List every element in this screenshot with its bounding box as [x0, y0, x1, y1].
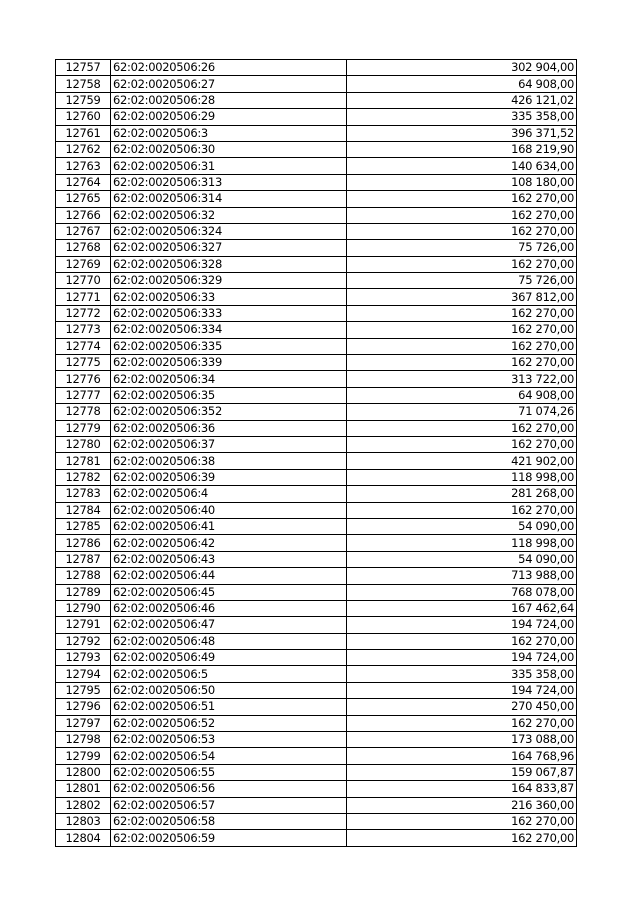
row-number-cell: 12793	[56, 650, 111, 666]
row-number-cell: 12804	[56, 830, 111, 846]
table-row	[56, 289, 577, 305]
cadastral-value-cell: 270 450,00	[347, 699, 577, 715]
row-number-cell: 12761	[56, 125, 111, 141]
row-number-cell: 12799	[56, 748, 111, 764]
table-row	[56, 535, 577, 551]
cadastral-value-cell: 335 358,00	[347, 666, 577, 682]
row-number-cell: 12798	[56, 732, 111, 748]
cadastral-number-cell: 62:02:0020506:314	[111, 191, 347, 207]
row-number-cell: 12781	[56, 453, 111, 469]
cadastral-value-table	[55, 59, 577, 847]
cadastral-value-cell: 162 270,00	[347, 256, 577, 272]
cadastral-number-cell: 62:02:0020506:53	[111, 732, 347, 748]
row-number-cell: 12792	[56, 633, 111, 649]
cadastral-value-cell: 140 634,00	[347, 158, 577, 174]
cadastral-number-cell: 62:02:0020506:39	[111, 469, 347, 485]
row-number-cell: 12763	[56, 158, 111, 174]
table-row	[56, 568, 577, 584]
table-row	[56, 158, 577, 174]
cadastral-number-cell: 62:02:0020506:3	[111, 125, 347, 141]
cadastral-value-cell: 713 988,00	[347, 568, 577, 584]
row-number-cell: 12797	[56, 715, 111, 731]
cadastral-value-cell: 194 724,00	[347, 650, 577, 666]
cadastral-number-cell: 62:02:0020506:28	[111, 92, 347, 108]
cadastral-number-cell: 62:02:0020506:333	[111, 305, 347, 321]
table-row	[56, 469, 577, 485]
cadastral-value-cell: 168 219,90	[347, 141, 577, 157]
table-row	[56, 764, 577, 780]
table-row	[56, 404, 577, 420]
cadastral-number-cell: 62:02:0020506:34	[111, 371, 347, 387]
cadastral-number-cell: 62:02:0020506:328	[111, 256, 347, 272]
cadastral-number-cell: 62:02:0020506:56	[111, 781, 347, 797]
cadastral-value-cell: 162 270,00	[347, 322, 577, 338]
cadastral-value-cell: 71 074,26	[347, 404, 577, 420]
cadastral-value-cell: 194 724,00	[347, 617, 577, 633]
table-row	[56, 551, 577, 567]
row-number-cell: 12769	[56, 256, 111, 272]
cadastral-value-cell: 313 722,00	[347, 371, 577, 387]
cadastral-number-cell: 62:02:0020506:31	[111, 158, 347, 174]
table-row	[56, 436, 577, 452]
table-row	[56, 76, 577, 92]
row-number-cell: 12786	[56, 535, 111, 551]
cadastral-number-cell: 62:02:0020506:45	[111, 584, 347, 600]
table-row	[56, 322, 577, 338]
cadastral-number-cell: 62:02:0020506:48	[111, 633, 347, 649]
row-number-cell: 12802	[56, 797, 111, 813]
cadastral-number-cell: 62:02:0020506:54	[111, 748, 347, 764]
row-number-cell: 12800	[56, 764, 111, 780]
cadastral-value-cell: 162 270,00	[347, 191, 577, 207]
cadastral-value-cell: 108 180,00	[347, 174, 577, 190]
row-number-cell: 12770	[56, 273, 111, 289]
table-row	[56, 305, 577, 321]
cadastral-value-cell: 162 270,00	[347, 355, 577, 371]
table-row	[56, 453, 577, 469]
row-number-cell: 12790	[56, 600, 111, 616]
table-row	[56, 813, 577, 829]
row-number-cell: 12768	[56, 240, 111, 256]
cadastral-value-cell: 162 270,00	[347, 420, 577, 436]
table-body	[56, 60, 577, 847]
row-number-cell: 12783	[56, 486, 111, 502]
cadastral-value-cell: 164 833,87	[347, 781, 577, 797]
table-row	[56, 371, 577, 387]
cadastral-number-cell: 62:02:0020506:313	[111, 174, 347, 190]
cadastral-value-cell: 426 121,02	[347, 92, 577, 108]
table-row	[56, 92, 577, 108]
row-number-cell: 12762	[56, 141, 111, 157]
cadastral-value-cell: 159 067,87	[347, 764, 577, 780]
table-row	[56, 109, 577, 125]
row-number-cell: 12764	[56, 174, 111, 190]
table-row	[56, 256, 577, 272]
cadastral-number-cell: 62:02:0020506:30	[111, 141, 347, 157]
cadastral-number-cell: 62:02:0020506:46	[111, 600, 347, 616]
table-row	[56, 387, 577, 403]
table-row	[56, 617, 577, 633]
table-row	[56, 682, 577, 698]
row-number-cell: 12757	[56, 60, 111, 76]
row-number-cell: 12759	[56, 92, 111, 108]
table-row	[56, 748, 577, 764]
table-row	[56, 518, 577, 534]
table-row	[56, 174, 577, 190]
row-number-cell: 12803	[56, 813, 111, 829]
cadastral-number-cell: 62:02:0020506:339	[111, 355, 347, 371]
cadastral-number-cell: 62:02:0020506:50	[111, 682, 347, 698]
cadastral-value-cell: 162 270,00	[347, 223, 577, 239]
cadastral-value-cell: 167 462,64	[347, 600, 577, 616]
cadastral-number-cell: 62:02:0020506:5	[111, 666, 347, 682]
cadastral-number-cell: 62:02:0020506:59	[111, 830, 347, 846]
cadastral-value-cell: 162 270,00	[347, 338, 577, 354]
row-number-cell: 12767	[56, 223, 111, 239]
row-number-cell: 12760	[56, 109, 111, 125]
cadastral-value-cell: 164 768,96	[347, 748, 577, 764]
table-row	[56, 207, 577, 223]
cadastral-value-cell: 54 090,00	[347, 518, 577, 534]
table-row	[56, 584, 577, 600]
cadastral-number-cell: 62:02:0020506:327	[111, 240, 347, 256]
cadastral-number-cell: 62:02:0020506:27	[111, 76, 347, 92]
cadastral-value-cell: 118 998,00	[347, 469, 577, 485]
table-row	[56, 830, 577, 846]
cadastral-number-cell: 62:02:0020506:47	[111, 617, 347, 633]
row-number-cell: 12765	[56, 191, 111, 207]
cadastral-number-cell: 62:02:0020506:57	[111, 797, 347, 813]
cadastral-value-cell: 768 078,00	[347, 584, 577, 600]
row-number-cell: 12788	[56, 568, 111, 584]
cadastral-number-cell: 62:02:0020506:38	[111, 453, 347, 469]
table-row	[56, 240, 577, 256]
table-row	[56, 715, 577, 731]
cadastral-number-cell: 62:02:0020506:32	[111, 207, 347, 223]
row-number-cell: 12780	[56, 436, 111, 452]
cadastral-number-cell: 62:02:0020506:51	[111, 699, 347, 715]
cadastral-number-cell: 62:02:0020506:35	[111, 387, 347, 403]
row-number-cell: 12773	[56, 322, 111, 338]
cadastral-number-cell: 62:02:0020506:37	[111, 436, 347, 452]
cadastral-value-cell: 64 908,00	[347, 76, 577, 92]
cadastral-value-cell: 75 726,00	[347, 273, 577, 289]
table-row	[56, 338, 577, 354]
cadastral-number-cell: 62:02:0020506:43	[111, 551, 347, 567]
cadastral-value-cell: 421 902,00	[347, 453, 577, 469]
cadastral-number-cell: 62:02:0020506:4	[111, 486, 347, 502]
cadastral-number-cell: 62:02:0020506:40	[111, 502, 347, 518]
cadastral-number-cell: 62:02:0020506:44	[111, 568, 347, 584]
row-number-cell: 12777	[56, 387, 111, 403]
cadastral-value-cell: 173 088,00	[347, 732, 577, 748]
row-number-cell: 12772	[56, 305, 111, 321]
cadastral-value-cell: 216 360,00	[347, 797, 577, 813]
row-number-cell: 12778	[56, 404, 111, 420]
cadastral-value-cell: 162 270,00	[347, 633, 577, 649]
row-number-cell: 12758	[56, 76, 111, 92]
cadastral-number-cell: 62:02:0020506:41	[111, 518, 347, 534]
cadastral-number-cell: 62:02:0020506:33	[111, 289, 347, 305]
row-number-cell: 12784	[56, 502, 111, 518]
table-row	[56, 699, 577, 715]
row-number-cell: 12766	[56, 207, 111, 223]
table-row	[56, 797, 577, 813]
table-row	[56, 420, 577, 436]
cadastral-value-cell: 162 270,00	[347, 813, 577, 829]
cadastral-value-cell: 194 724,00	[347, 682, 577, 698]
row-number-cell: 12796	[56, 699, 111, 715]
cadastral-number-cell: 62:02:0020506:58	[111, 813, 347, 829]
row-number-cell: 12801	[56, 781, 111, 797]
cadastral-value-cell: 64 908,00	[347, 387, 577, 403]
table-row	[56, 223, 577, 239]
row-number-cell: 12794	[56, 666, 111, 682]
cadastral-number-cell: 62:02:0020506:29	[111, 109, 347, 125]
row-number-cell: 12779	[56, 420, 111, 436]
cadastral-value-cell: 162 270,00	[347, 715, 577, 731]
table-row	[56, 273, 577, 289]
row-number-cell: 12789	[56, 584, 111, 600]
table-row	[56, 781, 577, 797]
cadastral-value-cell: 162 270,00	[347, 502, 577, 518]
cadastral-number-cell: 62:02:0020506:36	[111, 420, 347, 436]
cadastral-value-cell: 162 270,00	[347, 436, 577, 452]
table-row	[56, 486, 577, 502]
cadastral-value-cell: 302 904,00	[347, 60, 577, 76]
row-number-cell: 12782	[56, 469, 111, 485]
cadastral-value-cell: 54 090,00	[347, 551, 577, 567]
row-number-cell: 12775	[56, 355, 111, 371]
table-row	[56, 355, 577, 371]
cadastral-value-cell: 335 358,00	[347, 109, 577, 125]
cadastral-number-cell: 62:02:0020506:42	[111, 535, 347, 551]
cadastral-value-cell: 75 726,00	[347, 240, 577, 256]
row-number-cell: 12791	[56, 617, 111, 633]
row-number-cell: 12771	[56, 289, 111, 305]
cadastral-value-cell: 162 270,00	[347, 305, 577, 321]
table-row	[56, 600, 577, 616]
cadastral-value-cell: 367 812,00	[347, 289, 577, 305]
table-row	[56, 633, 577, 649]
table-row	[56, 191, 577, 207]
row-number-cell: 12774	[56, 338, 111, 354]
cadastral-number-cell: 62:02:0020506:334	[111, 322, 347, 338]
cadastral-value-cell: 162 270,00	[347, 207, 577, 223]
cadastral-value-cell: 118 998,00	[347, 535, 577, 551]
row-number-cell: 12785	[56, 518, 111, 534]
table-row	[56, 125, 577, 141]
cadastral-number-cell: 62:02:0020506:26	[111, 60, 347, 76]
cadastral-number-cell: 62:02:0020506:335	[111, 338, 347, 354]
row-number-cell: 12795	[56, 682, 111, 698]
cadastral-value-cell: 162 270,00	[347, 830, 577, 846]
table-row	[56, 502, 577, 518]
table-row	[56, 666, 577, 682]
cadastral-number-cell: 62:02:0020506:352	[111, 404, 347, 420]
row-number-cell: 12776	[56, 371, 111, 387]
cadastral-number-cell: 62:02:0020506:324	[111, 223, 347, 239]
cadastral-value-cell: 281 268,00	[347, 486, 577, 502]
table-row	[56, 141, 577, 157]
table-row	[56, 650, 577, 666]
cadastral-number-cell: 62:02:0020506:52	[111, 715, 347, 731]
cadastral-number-cell: 62:02:0020506:55	[111, 764, 347, 780]
table-row	[56, 732, 577, 748]
row-number-cell: 12787	[56, 551, 111, 567]
cadastral-value-cell: 396 371,52	[347, 125, 577, 141]
cadastral-number-cell: 62:02:0020506:49	[111, 650, 347, 666]
table-row	[56, 60, 577, 76]
cadastral-number-cell: 62:02:0020506:329	[111, 273, 347, 289]
